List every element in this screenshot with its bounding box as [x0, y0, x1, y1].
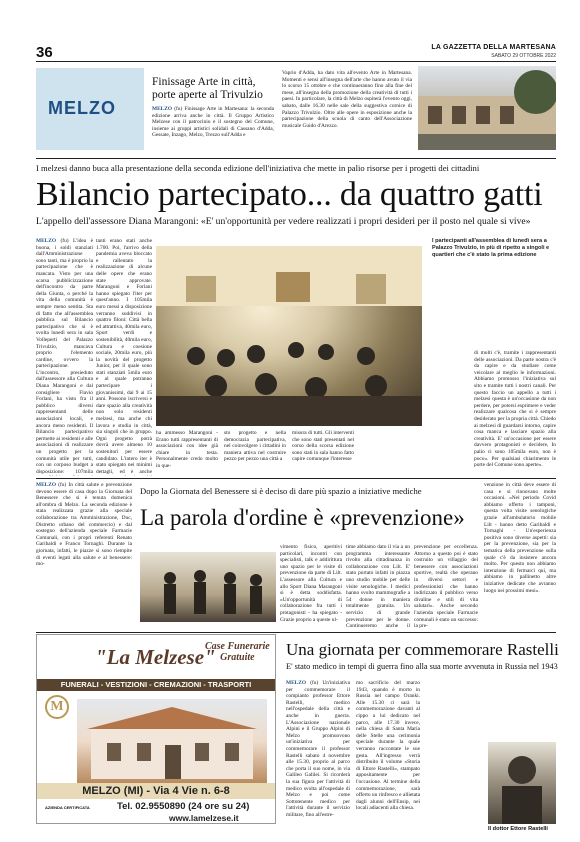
article4-subtitle: E' stato medico in tempi di guerra fino alla sua morte avvenuta in Russia nel 1943 — [286, 662, 558, 671]
divider — [36, 632, 556, 633]
divider — [36, 478, 556, 479]
section-label: MELZO — [48, 98, 116, 118]
article3-col4: prevenzione per eccellenza. Attorno a questo poi è stato costruito un villaggio del benessere con associazioni sportive, realtà che operano in diversi settori e professionisti che hanno indirizzato il pubblico verso divaline e stili di vita salutari». Anche secondo l'azienda speciale Farmacie comunali è stato un successo: la pre- — [414, 544, 478, 630]
article2-title: Bilancio partecipato... da quattro gatti — [36, 176, 543, 213]
divider — [36, 158, 556, 159]
ad-tagline: Case Funerarie Gratuite — [205, 641, 270, 663]
building-illustration — [418, 66, 556, 150]
masthead: LA GAZZETTA DELLA MARTESANA — [431, 44, 556, 51]
article2-col6: di molti c'è, tramite i rappresentanti delle associazioni. Da parte nostra c'è da capire e da studiare come veicolare al meglio le informazioni. Abbiamo promosso l'iniziativa sul sito e tramite tutti i nostri canali. Per questo faccio un appello a tutti i melzesi questa è un'occasione da non perdere, per potersi esprimere e veder realizzare qualcosa che si è sempre desiderato per la propria città. Chiedo ai melzesi di guardarsi intorno, capire cosa manca e lasciare spazio alla creatività. E' un'occasione per essere davvero protagonisti e decidere, In palio ci sono 105mila euro, non è poco». Per qualsiasi chiarimento le porte del Comune sono aperte». — [474, 350, 556, 469]
audience-illustration — [156, 246, 422, 426]
article2-col4: sto progetto e nella democrazia partecipativa, nel coinvolgere i cittadini in maniera attiva nel costruire pezzo per pezzo una città a — [224, 430, 286, 463]
article4-col1: MELZO (fu) Un'iniziativa per commemorare il compianto professor Ettore Rastelli, medico nell'ospedale della città e anche in guerra. L'Associazione nazionale Alpini e il Gruppo Alpini di Melzo promuovono un'iniziativa per commemorare il professor Rastelli sabato 4 novembre alle 15.30, proprio al parco che porta il suo nome, in via Galileo Galilei. Si ricorderà la sua figura per l'attività di medico svolta all'ospedale di Melzo e poi come Sottotenente medico per l'attività durante il servizio militare, fino all'estre- — [286, 680, 350, 818]
portrait-illustration — [488, 742, 556, 824]
prevention-event-photo — [140, 552, 276, 622]
page-header — [36, 44, 556, 62]
issue-date: SABATO 29 OTTOBRE 2022 — [491, 53, 556, 59]
palazzo-trivulzio-photo — [418, 66, 556, 150]
article3-kicker: Dopo la Giornata del Benessere si è deciso di dare più spazio a iniziative mediche — [140, 486, 422, 496]
ad-address: MELZO (MI) - Via 4 Vie n. 6-8 — [37, 783, 275, 799]
article2-kicker: I melzesi danno buca alla presentazione della seconda edizione dell'iniziativa che mette in palio risorse per i progetti dei cittadini — [36, 163, 480, 173]
article3-col5: venzione in città deve essere di casa e si rinnovano molte occasioni. «Nel periodo Covid abbiamo offerto i tamponi, questa volta visite senologiche grazie all'ambulatorio mobile Lilt - hanno detto Garibaldi e Tornaghi - Un'esperienza positiva sono diverse aspetti: sia per la prevenzione, sia per la tematica della prevenzione sulla quale c'è da insistere ancora molto. Per questo non abbiamo intenzione di fermarci qui, ma abbiamo in pallinetto altre iniziative dedicate che avranno luogo nei prossimi mesi». — [484, 482, 556, 594]
photo-caption: I partecipanti all'assemblea di lunedì sera a Palazzo Trivulzio, in più di ripetto a singoli e quartieri che c'è stato la prima edizione — [432, 238, 550, 258]
funeral-home-building — [77, 699, 267, 783]
ad-phone[interactable]: Tel. 02.9550890 (24 ore su 24) — [117, 801, 250, 812]
article1-col2: Vaprio d'Adda, ha dato vita all'evento Arte in Martesana. Momenti e sensi all'insegna dell'arte che hanno avuto il via lo scorso 15 ottobre e che continueranno fino alla fine del mese, all'insegna della promozione della creatività di tutti i paesi. In particolare, la città di Melzo ospiterà l'evento oggi, sabato, dalle 16.30 nelle sale della suggestiva cornice di Palazzo Trivulzio. Oltre alle opere in esposizione anche la partecipazione della scuola di canto dell'Associazione musicale Guido d'Arezzo. — [282, 70, 412, 129]
assembly-hall-photo — [156, 246, 422, 426]
article4-col3-continued — [426, 680, 482, 830]
ad-certification: AZIENDA CERTIFICATA — [45, 805, 90, 810]
article2-col2: tanti erano stati anche 1.700. Poi, l'arrivo della pandemia aveva bloccato e rallentato la realizzazione di alcune delle opere che erano state approvate. Marangoni e Forlani hanno spiegato l'iter per quest'anno. I 105mila euro messi a disposizione verranno suddivisi in quattro filoni: Città bella ed attrattiva, 40mila euro, Sport verdi e sostenibilità, 40mila euro, Cultura e coesione sociale, 20mila euro, più la novità del progetto Junior, per il quale sono stati stanziati 5mila euro e al quale potranno partecipare i giovanissimi, dai 9 ai 15 anni. Possono iscriversi e dare spazio alla creatività non solo residenti melzesi, ma anche chi lavora e studia in città, sia singoli che in gruppo. Ogni progetto potrà dovrà avere almeno 10 sostenitori per essere candidato. L'intero iter è stato spiegato nei minimi dettagli, ed è anche — [96, 238, 152, 475]
article3-col3: time abbiamo dato il via a un programma interessante rivolto alla cittadinanza in collaborazione con Lilt. E' stato portato infatti in piazza uno studio mobile per delle visite senologiche. I medici hanno svolto mammografie a 54 donne in maniera totalmente gratuita. Un servizio di grande prevenzione per le donne. Continueremo anche il — [346, 544, 410, 630]
article3-col2: vimento fisico, aperitivi particolari, incontri con specialisti, talk e addirittura uno spazio per le visite di prevenzione da parte di Lilt. L'assessore alla Cultura e allo Sport Diana Marangoni si è detta soddisfatta. «Un'opportunità di collaborazione fra tutti i protagonisti - ha spiegato - Grazie proprio a queste ul- — [280, 544, 342, 623]
portrait-caption: Il dottor Ettore Rastelli — [488, 826, 548, 832]
ettore-rastelli-portrait — [488, 742, 556, 824]
article2-col1: MELZO (fu) L'idea è buona, i soldi stanziati dall'Amministrazione sono tanti, ma è proprio la partecipazione che è mancata. Visto per una scarsa pubblicizzazione dell'incontro da parte della Giunta, o perché la vita della comunità è sempre meno sentita. Sta di fatto che all'assemblea pubblica sul Bilancio partecipativo che si è svolta lunedì sera in sala Volleperti del Palazzo Trivulzio, mancava proprio l'elemento cardine, ovvero la partecipazione. L'incontro, presieduto dall'assessore alla Cultura Diana Marangoni e dal consigliere Flavio Forlani, ha visto fra il pubblico diversi rappresentanti delle associazioni locali, e ancora meno residenti. Il Bilancio partecipativo permette ai residenti e alle associazioni di realizzare un progetto per la comunità utile per tutti, con un corposo budget a disposizione: 107mila — [36, 238, 93, 475]
article1-title: Finissage Arte in città, porte aperte al Trivulzio — [152, 76, 263, 101]
building-icon — [77, 699, 267, 783]
article2-col5: misura di tutti. Gli interventi che sono stati presentati nel corso della scorsa edizione sono stati in sala hanno fatto capire comunque l'interesse — [292, 430, 354, 463]
people-illustration — [140, 552, 276, 622]
article3-col1: MELZO (fu) In città salute e prevenzione devono essere di casa dopo la Giornata del Benessere che si è tenuta domenica all'ombra di Melzo. La seconda edizione è stata realizzata grazie alla speciale collaborazione tra Amministrazione, Duc, Distretto urbano del commercio) e dal sostegno dell'azienda speciale Farmacie Comunali, con i propri referenti Renato Garibaldi e Franco Tornaghi. Durante la giornata, infatti, le piazze si sono riempite di eventi legati alla salute e al benessere: mo- — [36, 482, 132, 568]
article4-col2: mo sacrificio del marzo 1943, quando è morto in Russia nel campo Oranki. Alle 15.30 ci sarà la commemorazione davanti al cippo a lui dedicato nel parco, alle 17.30 invece, nella chiesa di Santa Maria delle Stelle una cerimonia speciale durante la quale verranno raccontate le sue gesta. All'ingresso verrà distribuito il volume «Storia di Ettore Rastelli», stampato appositamente per l'occasione. Al termine della commemorazione, sarà offerto un rinfresco e allietata dagli alunni dell'Ensip, nei locali adiacenti alla chiesa. — [356, 680, 420, 812]
article4-title: Una giornata per commemorare Rastelli — [286, 640, 559, 659]
article1-col1: MELZO (fu) Finissage Arte in Martesana: la seconda edizione arriva anche in città. Il Gruppo Artistico Melzese con il patrocinio e il sostegno del Comune, insieme ai gruppi artistici solidali di Cassano d'Adda, Gessate, Inzago, Melzo, Trezzo sull'Adda e — [152, 106, 274, 139]
ad-website[interactable]: www.lamelzese.it — [169, 813, 239, 823]
article2-col3: ha ammesso Marangoni - Erano tutti rappresentanti di associazioni con idee già chiare in testa. Personalmente credo molto in que- — [156, 430, 218, 469]
page-number: 36 — [36, 44, 53, 61]
ad-services: FUNERALI - VESTIZIONI - CREMAZIONI - TRASPORTI — [37, 679, 275, 691]
funeral-home-ad[interactable] — [36, 634, 276, 824]
ad-brand: "La Melzese" — [95, 645, 216, 669]
section-band — [36, 68, 144, 150]
ad-logo-icon: M — [45, 695, 69, 719]
article2-subtitle: L'appello dell'assessore Diana Marangoni: «E' un'opportunità per vedere realizzati i propri desideri per il posto nel quale si vive» — [36, 216, 531, 227]
article3-title: La parola d'ordine è «prevenzione» — [140, 505, 465, 530]
